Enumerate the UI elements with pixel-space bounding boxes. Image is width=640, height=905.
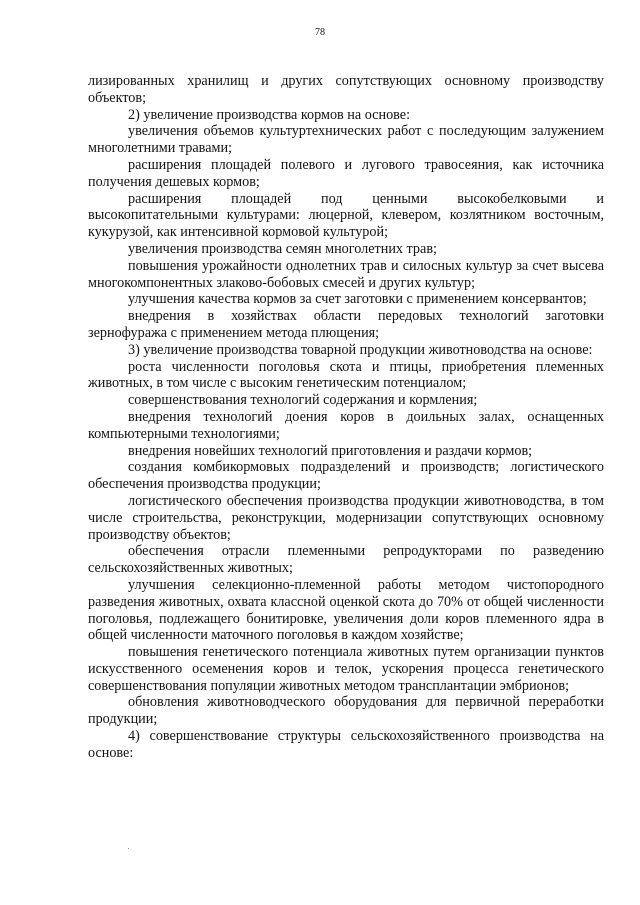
list-item: логистического обеспечения производства продукции животноводства, в том числе строительства, реконструкции, модернизации сопутствующих основному производству объектов; bbox=[88, 492, 604, 543]
list-item: увеличения производства семян многолетних трав; bbox=[128, 240, 437, 257]
list-item: увеличения объемов культуртехнических работ с последующим залужением многолетними травами; bbox=[88, 123, 604, 157]
list-item: внедрения в хозяйствах области передовых технологий заготовки зернофуража с применением метода плющения; bbox=[88, 308, 604, 341]
list-item: внедрения новейших технологий приготовления и раздачи кормов; bbox=[128, 442, 533, 459]
list-item: обеспечения отрасли племенными репродукторами по разведению сельскохозяйственных животных; bbox=[88, 543, 604, 577]
document-body bbox=[88, 73, 604, 762]
list-item: обновления животноводческого оборудования для первичной переработки продукции; bbox=[88, 694, 604, 728]
paragraph-continuation: лизированных хранилищ и других сопутствующих основному производству объектов; bbox=[88, 73, 604, 106]
list-item: расширения площадей полевого и лугового травосеяния, как источника получения дешевых кормов; bbox=[88, 156, 604, 190]
list-item: улучшения качества кормов за счет заготовки с применением консервантов; bbox=[128, 291, 587, 308]
list-heading-livestock-production: 3) увеличение производства товарной продукции животноводства на основе: bbox=[128, 341, 593, 358]
page-number: 78 bbox=[315, 27, 325, 38]
list-heading-feed-production: 2) увеличение производства кормов на основе: bbox=[128, 106, 411, 123]
scan-artifact-dot bbox=[128, 848, 129, 849]
list-item: улучшения селекционно-племенной работы методом чистопородного разведения животных, охвата классной оценкой скота до 70% от общей численности поголовья, подлежащего бонитировке, увеличения доли коров племенного ядра в общей численности маточного поголовья в каждом хозяйстве; bbox=[88, 576, 604, 644]
list-item: роста численности поголовья скота и птицы, приобретения племенных животных, в том числе с высоким генетическим потенциалом; bbox=[88, 358, 604, 392]
list-item: расширения площадей под ценными высокобелковыми и высокопитательными культурами: люцерной, клевером, козлятником восточным, кукурузой, как интенсивной кормовой культурой; bbox=[88, 190, 604, 241]
list-heading-production-structure: 4) совершенствование структуры сельскохозяйственного производства на основе: bbox=[88, 728, 604, 761]
list-item: повышения урожайности однолетних трав и силосных культур за счет высева многокомпонентных злаково-бобовых смесей и других культур; bbox=[88, 257, 604, 291]
list-item: совершенствования технологий содержания и кормления; bbox=[128, 392, 478, 409]
list-item: повышения генетического потенциала животных путем организации пунктов искусственного осеменения коров и телок, ускорения процесса генетического совершенствования популяции животных методом трансплантации эмбрионов; bbox=[88, 644, 604, 694]
list-item: создания комбикормовых подразделений и производств; логистического обеспечения производства продукции; bbox=[88, 459, 604, 493]
list-item: внедрения технологий доения коров в доильных залах, оснащенных компьютерными технологиями; bbox=[88, 408, 604, 442]
